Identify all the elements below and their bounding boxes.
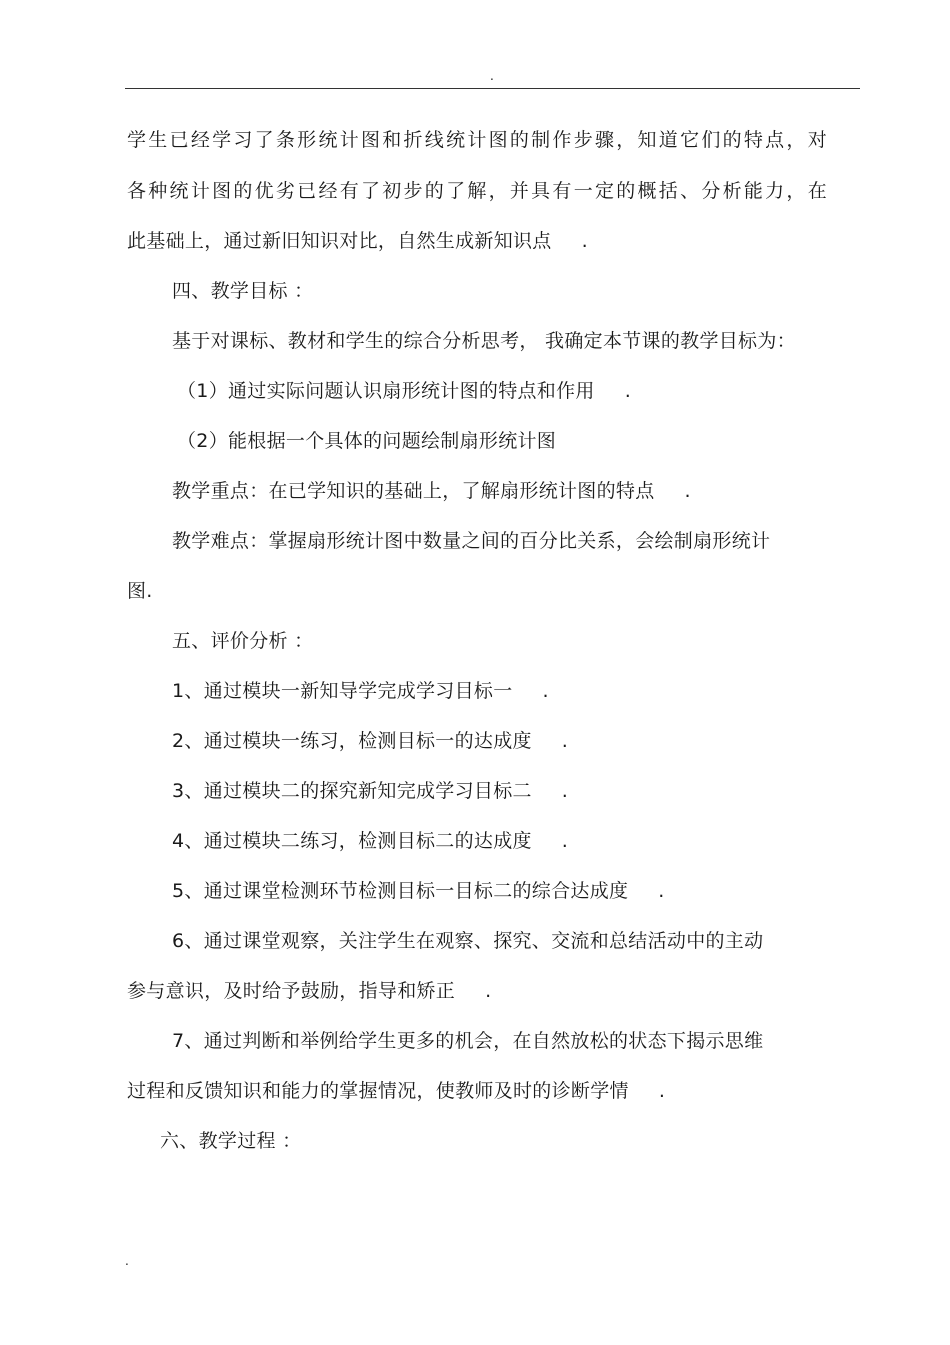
eval-item-3: 3、通过模块二的探究新知完成学习目标二 . (172, 780, 569, 802)
eval-item-5: 5、通过课堂检测环节检测目标一目标二的综合达成度 . (172, 880, 665, 902)
paragraph-line: 学生已经学习了条形统计图和折线统计图的制作步骤，知道它们的特点，对 (127, 129, 827, 151)
paragraph-line: 各种统计图的优劣已经有了初步的了解，并具有一定的概括、分析能力，在 (127, 180, 827, 202)
eval-item-6: 6、通过课堂观察，关注学生在观察、探究、交流和总结活动中的主动 (172, 930, 764, 952)
paragraph-line: 基于对课标、教材和学生的综合分析思考， 我确定本节课的教学目标为： (172, 330, 796, 352)
paragraph-line: 此基础上，通过新旧知识对比，自然生成新知识点 . (127, 230, 588, 252)
header-rule (125, 88, 860, 89)
section-heading-4: 四、教学目标 ： (172, 280, 314, 302)
section-heading-6: 六、教学过程 ： (160, 1130, 302, 1152)
eval-item-1: 1、通过模块一新知导学完成学习目标一 . (172, 680, 549, 702)
difficulty-line: 图. (127, 580, 153, 602)
header-mark: . (490, 69, 494, 83)
eval-item-2: 2、通过模块一练习，检测目标一的达成度 . (172, 730, 569, 752)
goal-item-2: （2）能根据一个具体的问题绘制扇形统计图 (177, 430, 557, 452)
difficulty-line: 教学难点：掌握扇形统计图中数量之间的百分比关系，会绘制扇形统计 (172, 530, 771, 552)
eval-item-7: 7、通过判断和举例给学生更多的机会，在自然放松的状态下揭示思维 (172, 1030, 764, 1052)
goal-item-1: （1）通过实际问题认识扇形统计图的特点和作用 . (177, 380, 632, 402)
eval-item-7-cont: 过程和反馈知识和能力的掌握情况，使教师及时的诊断学情 . (127, 1080, 666, 1102)
eval-item-4: 4、通过模块二练习，检测目标二的达成度 . (172, 830, 569, 852)
key-point: 教学重点：在已学知识的基础上，了解扇形统计图的特点 . (172, 480, 691, 502)
eval-item-6-cont: 参与意识，及时给予鼓励，指导和矫正 . (127, 980, 492, 1002)
section-heading-5: 五、评价分析 ： (172, 630, 314, 652)
footer-mark: . (125, 1254, 129, 1268)
